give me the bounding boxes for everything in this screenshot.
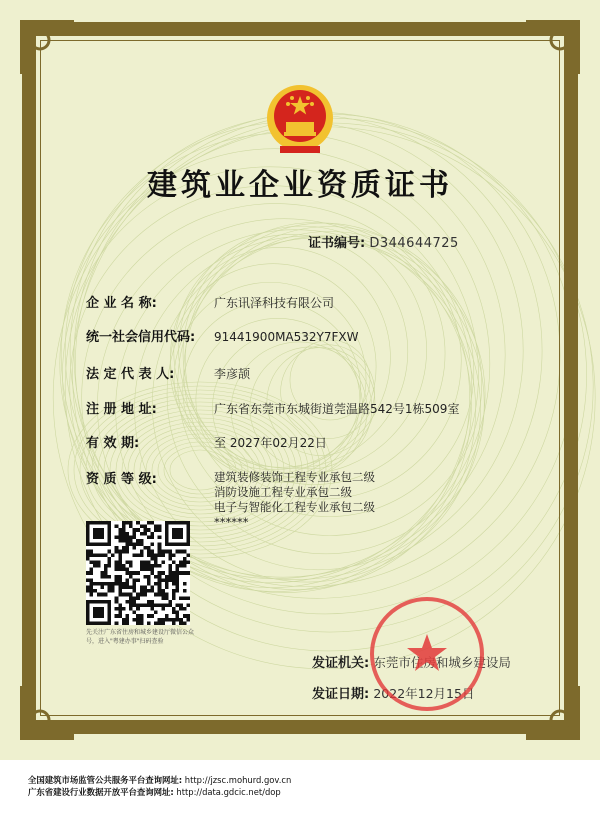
certificate-title: 建筑业企业资质证书 — [147, 168, 453, 203]
footer-link[interactable]: http://data.gdcic.net/dop — [176, 787, 281, 797]
corner-ornament-bottom-right — [522, 682, 584, 744]
qualification-item: 电子与智能化工程专业承包二级 — [214, 500, 375, 514]
qualification-item: ****** — [214, 515, 249, 529]
certificate-number-label: 证书编号: — [308, 236, 366, 251]
field-address — [86, 398, 459, 417]
footer-line — [28, 786, 291, 798]
official-seal-icon — [367, 594, 487, 714]
qr-caption: 先关注广东省住房和城乡建设厅微信公众号，进入"粤建办事"扫码查验 — [86, 629, 195, 645]
field-value: 广东省东莞市东城街道莞温路542号1栋509室 — [214, 402, 460, 416]
qualification-item: 建筑装修装饰工程专业承包二级 — [214, 470, 375, 484]
verification-footer — [28, 774, 291, 798]
field-label: 资 质 等 级: — [86, 472, 157, 487]
national-emblem-icon — [258, 82, 342, 156]
issue-date-value: 2022年12月15日 — [373, 686, 475, 701]
issue-date-label: 发证日期: — [312, 687, 370, 702]
field-legal-representative — [86, 363, 250, 382]
field-label: 企 业 名 称: — [86, 296, 157, 311]
field-label: 注 册 地 址: — [86, 402, 157, 417]
field-label: 法 定 代 表 人: — [86, 367, 175, 382]
qualification-list — [214, 470, 375, 530]
field-company — [86, 292, 334, 311]
certificate-number — [308, 232, 459, 251]
field-value: 91441900MA532Y7FXW — [214, 330, 359, 344]
field-label: 统一社会信用代码: — [86, 330, 196, 345]
corner-ornament-top-left — [16, 16, 78, 78]
footer-label: 全国建筑市场监管公共服务平台查询网址: — [28, 775, 183, 785]
footer-line — [28, 774, 291, 786]
qualification-item: 消防设施工程专业承包二级 — [214, 485, 352, 499]
issuing-authority-label: 发证机关: — [312, 656, 370, 671]
footer-label: 广东省建设行业数据开放平台查询网址: — [28, 787, 174, 797]
issuing-authority-value: 东莞市住房和城乡建设局 — [373, 655, 511, 670]
field-value: 至 2027年02月22日 — [214, 436, 327, 450]
qr-code[interactable] — [86, 521, 190, 625]
field-qualification — [86, 468, 214, 487]
footer-link[interactable]: http://jzsc.mohurd.gov.cn — [184, 775, 292, 785]
corner-ornament-top-right — [522, 16, 584, 78]
corner-ornament-bottom-left — [16, 682, 78, 744]
field-validity — [86, 432, 327, 451]
field-label: 有 效 期: — [86, 436, 140, 451]
field-value: 广东讯泽科技有限公司 — [214, 296, 335, 310]
field-credit-code — [86, 326, 359, 345]
field-value: 李彦颉 — [214, 367, 251, 381]
certificate-number-value: D344644725 — [369, 236, 459, 251]
